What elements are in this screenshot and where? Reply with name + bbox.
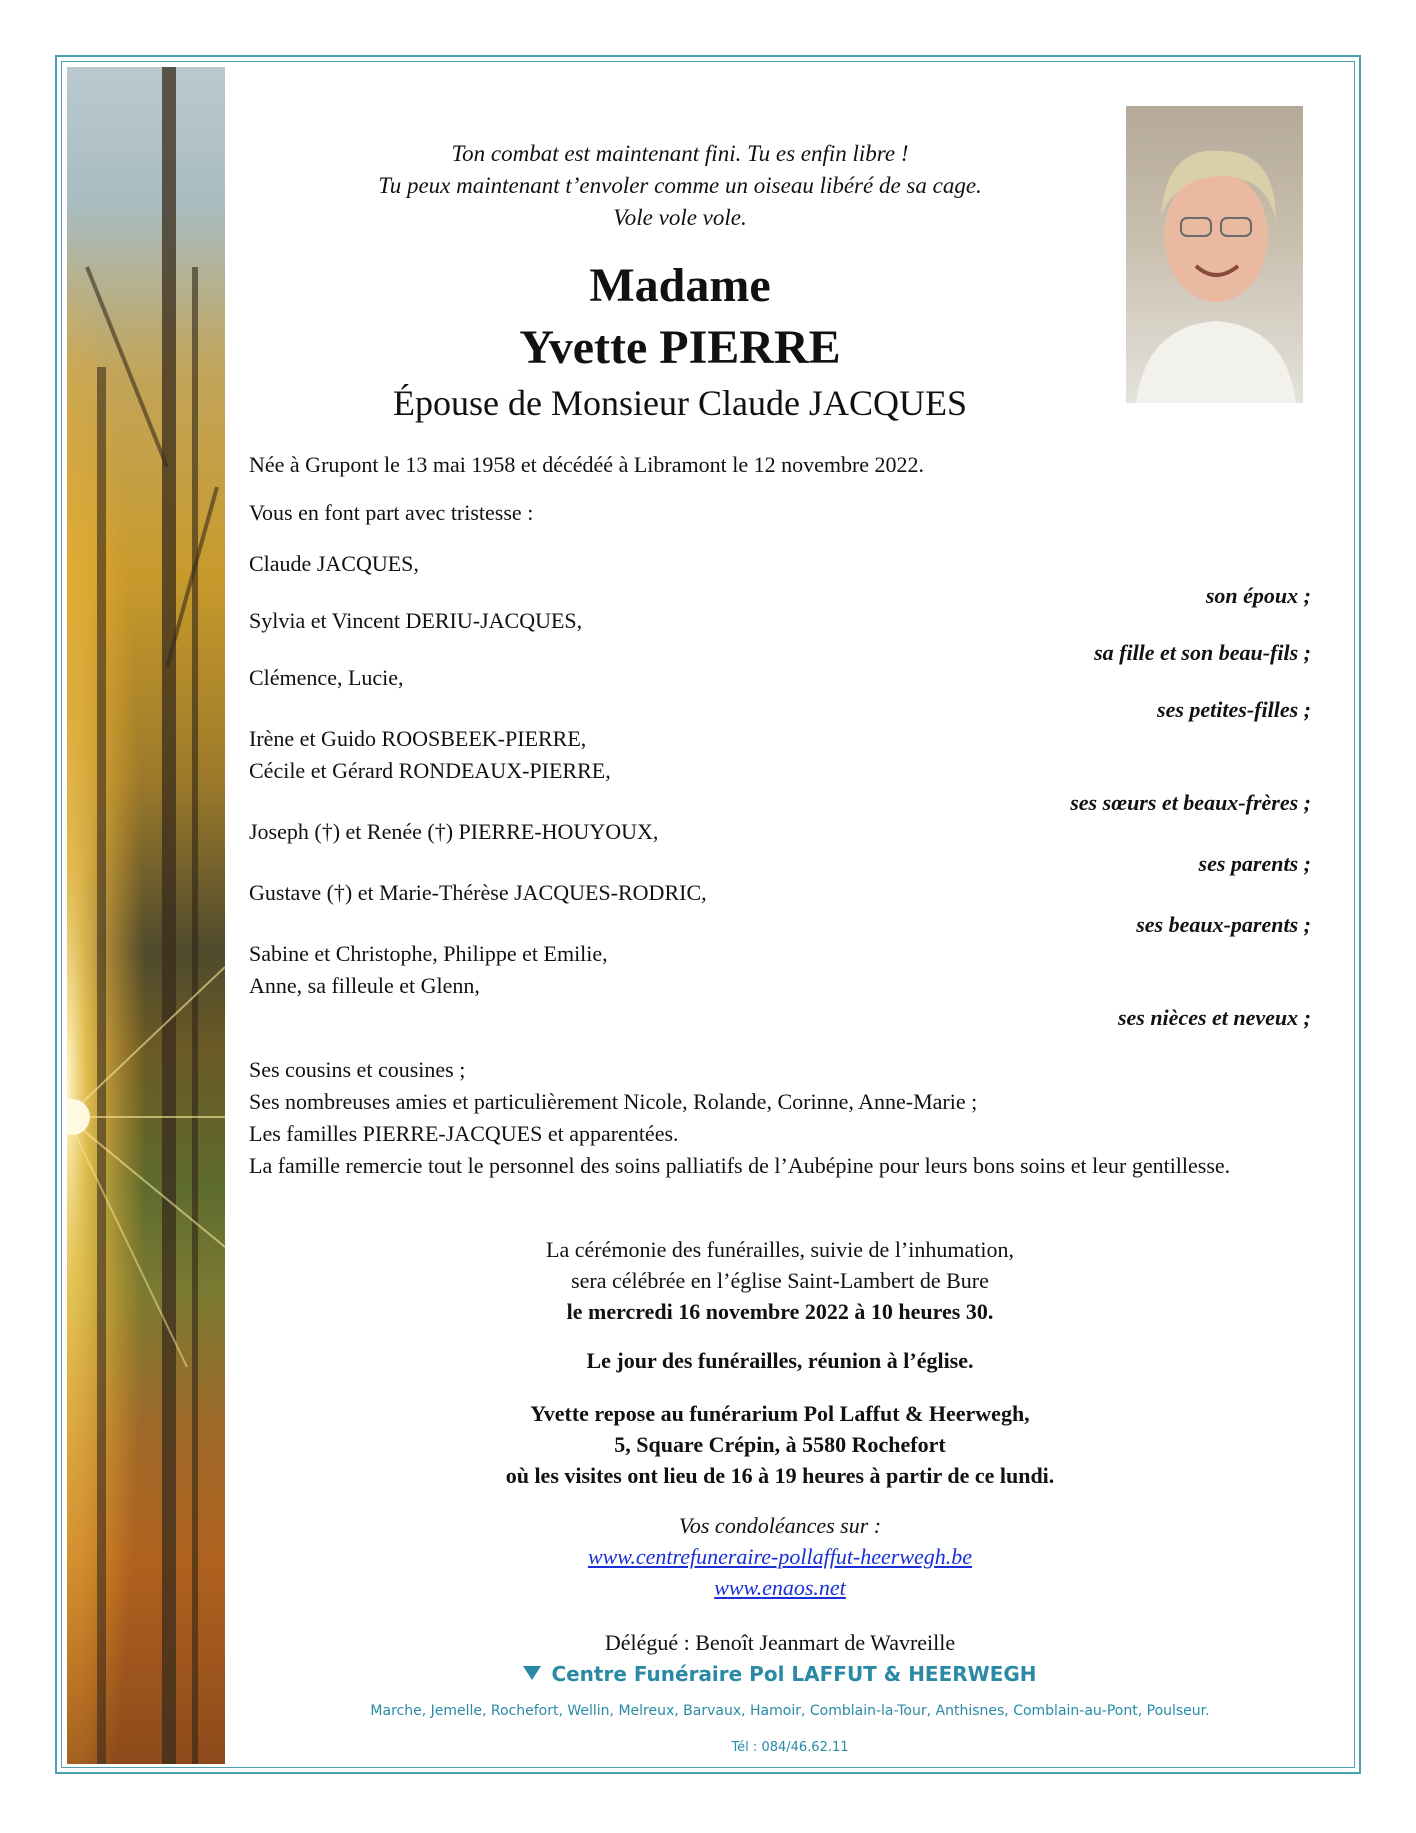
poem bbox=[225, 138, 1135, 234]
family-names: Clémence, Lucie, bbox=[249, 665, 404, 690]
spouse-line: Épouse de Monsieur Claude JACQUES bbox=[393, 383, 967, 423]
resting-line: où les visites ont lieu de 16 à 19 heures à partir de ce lundi. bbox=[505, 1463, 1055, 1488]
salutation: Madame bbox=[589, 259, 771, 312]
funeral-home-phone: Tél : 084/46.62.11 bbox=[731, 1740, 849, 1755]
funeral-home-name: Centre Funéraire Pol LAFFUT & HEERWEGH bbox=[551, 1662, 1037, 1686]
family-list bbox=[249, 548, 1311, 1034]
deceased-title bbox=[225, 255, 1135, 379]
closing-line: La famille remercie tout le personnel des soins palliatifs de l’Aubépine pour leurs bons soins et leur gentillesse. bbox=[249, 1153, 1231, 1178]
closing-line: Ses nombreuses amies et particulièrement Nicole, Rolande, Corinne, Anne-Marie ; bbox=[249, 1089, 978, 1114]
family-group bbox=[249, 548, 1311, 612]
family-names: Joseph (†) et Renée (†) PIERRE-HOUYOUX, bbox=[249, 819, 659, 844]
birth-death-line: Née à Grupont le 13 mai 1958 et décédéé à Libramont le 12 novembre 2022. bbox=[249, 452, 925, 477]
ceremony-line: sera célébrée en l’église Saint-Lambert de Bure bbox=[571, 1268, 989, 1293]
closing-line: Les familles PIERRE-JACQUES et apparentées. bbox=[249, 1121, 679, 1146]
family-role: ses petites-filles ; bbox=[1157, 697, 1311, 722]
family-group bbox=[249, 605, 1311, 669]
deceased-name: Yvette PIERRE bbox=[519, 321, 841, 374]
family-names: Sabine et Christophe, Philippe et Emilie, bbox=[249, 941, 608, 966]
family-names: Cécile et Gérard RONDEAUX-PIERRE, bbox=[249, 758, 611, 783]
family-names: Sylvia et Vincent DERIU-JACQUES, bbox=[249, 608, 583, 633]
family-group bbox=[249, 662, 1311, 726]
family-role: sa fille et son beau-fils ; bbox=[1094, 640, 1311, 665]
family-role: ses beaux-parents ; bbox=[1136, 912, 1311, 937]
family-group bbox=[249, 723, 1311, 819]
closing-paragraph bbox=[249, 1054, 1311, 1182]
resting-line: 5, Square Crépin, à 5580 Rochefort bbox=[614, 1432, 946, 1457]
family-names: Gustave (†) et Marie-Thérèse JACQUES-RODRIC, bbox=[249, 880, 707, 905]
ceremony-date: le mercredi 16 novembre 2022 à 10 heures 30. bbox=[566, 1299, 994, 1324]
family-names: Irène et Guido ROOSBEEK-PIERRE, bbox=[249, 726, 587, 751]
triangle-down-icon bbox=[523, 1666, 541, 1680]
family-names: Anne, sa filleule et Glenn, bbox=[249, 973, 480, 998]
condolences-link-funeral-home[interactable]: www.centrefuneraire-pollaffut-heerwegh.be bbox=[587, 1544, 973, 1569]
resting-place bbox=[330, 1398, 1230, 1491]
delegate: Délégué : Benoît Jeanmart de Wavreille bbox=[604, 1630, 956, 1655]
portrait-photo bbox=[1126, 106, 1303, 403]
family-names: Claude JACQUES, bbox=[249, 551, 419, 576]
announcement-intro: Vous en font part avec tristesse : bbox=[249, 500, 534, 525]
ceremony-info bbox=[330, 1234, 1230, 1327]
family-role: ses parents ; bbox=[1198, 851, 1311, 876]
autumn-forest-image bbox=[67, 67, 225, 1764]
family-group bbox=[249, 938, 1311, 1034]
resting-line: Yvette repose au funérarium Pol Laffut & Heerwegh, bbox=[530, 1401, 1030, 1426]
poem-line: Ton combat est maintenant fini. Tu es enfin libre ! bbox=[451, 141, 909, 166]
ceremony-line: La cérémonie des funérailles, suivie de l’inhumation, bbox=[546, 1237, 1014, 1262]
family-role: son époux ; bbox=[1205, 583, 1311, 608]
family-group bbox=[249, 877, 1311, 941]
family-role: ses sœurs et beaux-frères ; bbox=[1070, 790, 1311, 815]
gathering-note: Le jour des funérailles, réunion à l’église. bbox=[586, 1348, 974, 1373]
poem-line: Vole vole vole. bbox=[613, 205, 747, 230]
closing-line: Ses cousins et cousines ; bbox=[249, 1057, 466, 1082]
condolences-label: Vos condoléances sur : bbox=[678, 1513, 882, 1538]
condolences-link-enaos[interactable]: www.enaos.net bbox=[714, 1575, 846, 1600]
condolences bbox=[330, 1510, 1230, 1603]
family-group bbox=[249, 816, 1311, 880]
funeral-home-logo bbox=[330, 1662, 1230, 1686]
funeral-home-cities: Marche, Jemelle, Rochefort, Wellin, Melreux, Barvaux, Hamoir, Comblain-la-Tour, Anthisnes, Comblain-au-Pont, Poulseur. bbox=[370, 1703, 1210, 1719]
poem-line: Tu peux maintenant t’envoler comme un oiseau libéré de sa cage. bbox=[378, 173, 982, 198]
family-role: ses nièces et neveux ; bbox=[1117, 1005, 1311, 1030]
